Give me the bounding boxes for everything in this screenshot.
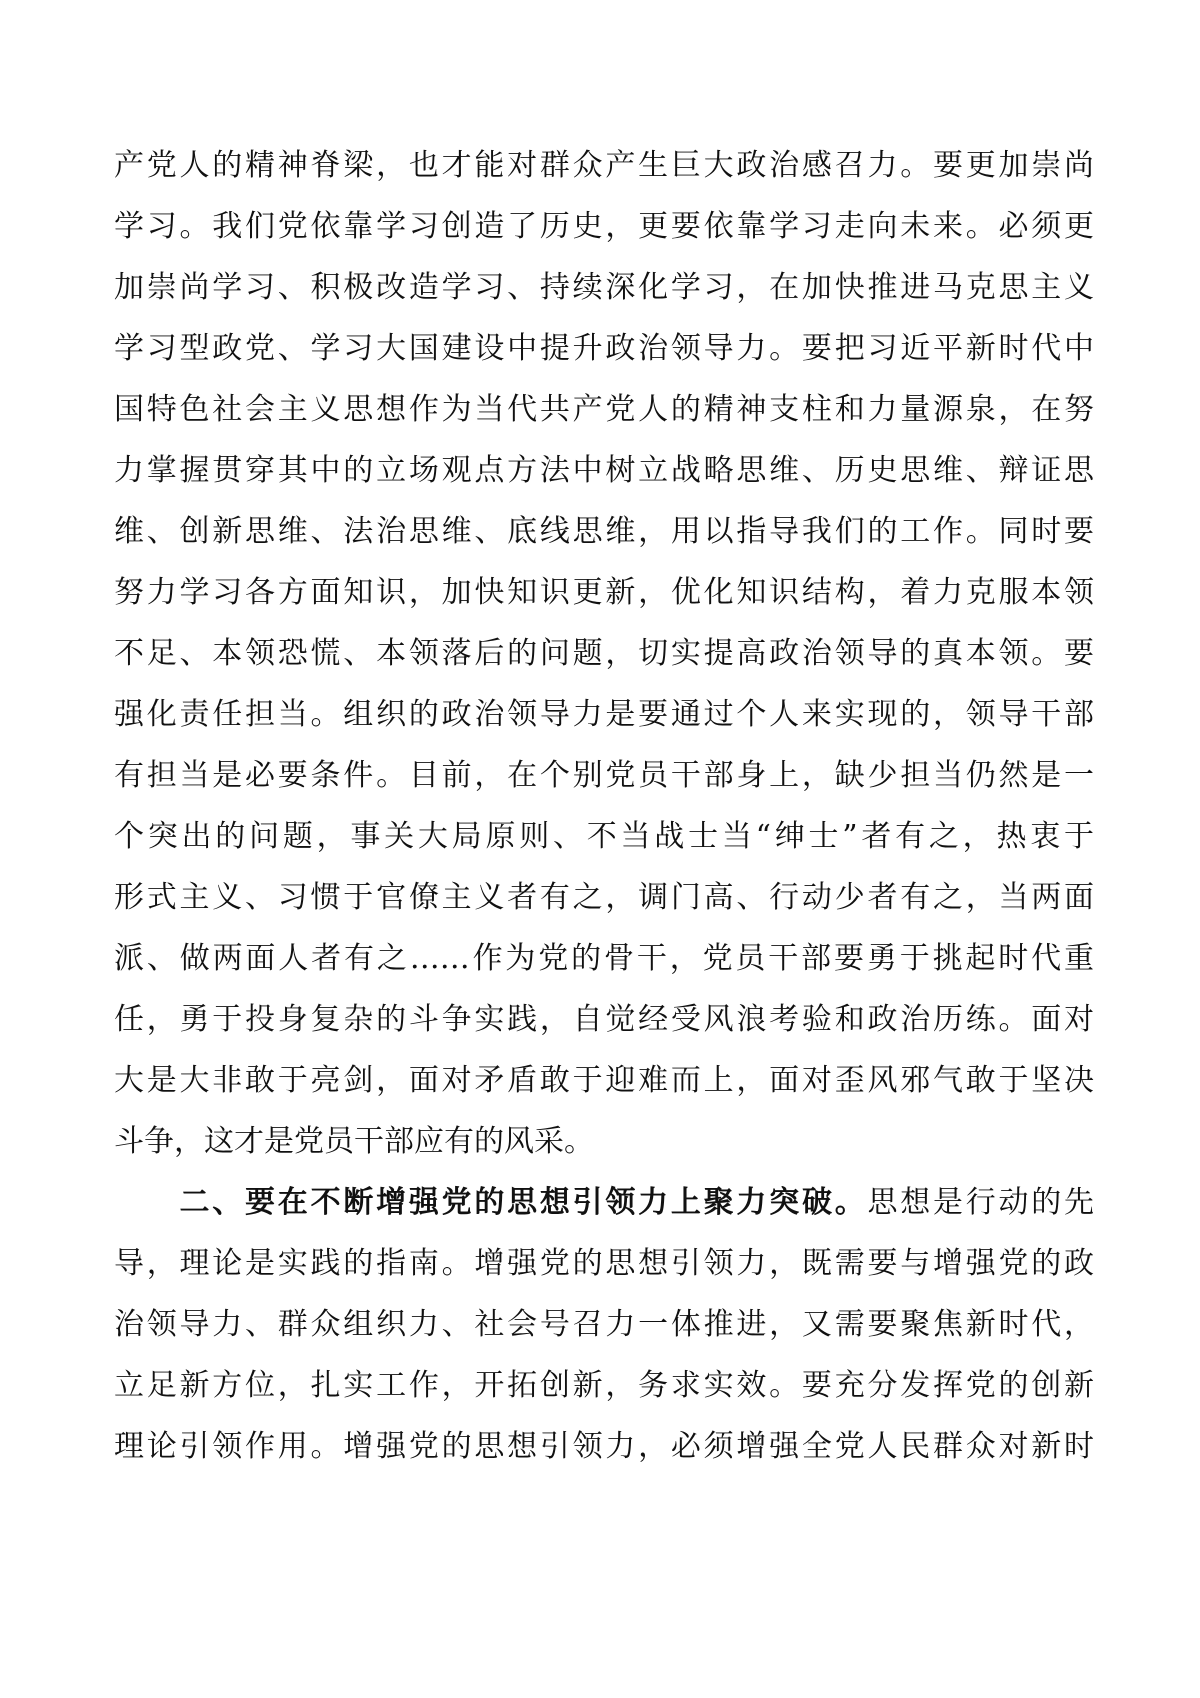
section-heading: 二、要在不断增强党的思想引领力上聚力突破。 [179,1185,868,1220]
paragraph-line: 治领导力、群众组织力、社会号召力一体推进，又需要聚焦新时代， [114,1307,1094,1342]
paragraph-first-line [114,1183,1094,1244]
paragraph-line: 形式主义、习惯于官僚主义者有之，调门高、行动少者有之，当两面 [114,880,1094,915]
paragraph-line: 理论引领作用。增强党的思想引领力，必须增强全党人民群众对新时 [114,1429,1094,1464]
first-line-rest: 思想是行动的先 [867,1185,1094,1220]
paragraph-line: 任，勇于投身复杂的斗争实践，自觉经受风浪考验和政治历练。面对 [114,1002,1094,1037]
paragraph-line: 强化责任担当。组织的政治领导力是要通过个人来实现的，领导干部 [114,697,1094,732]
paragraph-line: 派、做两面人者有之……作为党的骨干，党员干部要勇于挑起时代重 [114,941,1094,976]
paragraph-line: 国特色社会主义思想作为当代共产党人的精神支柱和力量源泉，在努 [114,392,1094,427]
paragraph-line: 不足、本领恐慌、本领落后的问题，切实提高政治领导的真本领。要 [114,636,1094,671]
paragraph-last-line: 斗争，这才是党员干部应有的风采。 [114,1124,594,1159]
paragraph-1 [114,146,1094,1183]
paragraph-line: 导，理论是实践的指南。增强党的思想引领力，既需要与增强党的政 [114,1246,1094,1281]
paragraph-line: 努力学习各方面知识，加快知识更新，优化知识结构，着力克服本领 [114,575,1094,610]
body-text [114,146,1094,1488]
paragraph-line: 力掌握贯穿其中的立场观点方法中树立战略思维、历史思维、辩证思 [114,453,1094,488]
first-line-indent [114,1185,180,1220]
paragraph-line: 维、创新思维、法治思维、底线思维，用以指导我们的工作。同时要 [114,514,1094,549]
paragraph-2 [114,1183,1094,1488]
paragraph-line: 加崇尚学习、积极改造学习、持续深化学习，在加快推进马克思主义 [114,270,1094,305]
paragraph-line: 产党人的精神脊梁，也才能对群众产生巨大政治感召力。要更加崇尚 [114,148,1094,183]
paragraph-line: 学习。我们党依靠学习创造了历史，更要依靠学习走向未来。必须更 [114,209,1094,244]
paragraph-line: 有担当是必要条件。目前，在个别党员干部身上，缺少担当仍然是一 [114,758,1094,793]
paragraph-line: 大是大非敢于亮剑，面对矛盾敢于迎难而上，面对歪风邪气敢于坚决 [114,1063,1094,1098]
paragraph-line: 学习型政党、学习大国建设中提升政治领导力。要把习近平新时代中 [114,331,1094,366]
paragraph-line: 个突出的问题，事关大局原则、不当战士当“绅士”者有之，热衷于 [114,819,1094,854]
paragraph-line: 立足新方位，扎实工作，开拓创新，务求实效。要充分发挥党的创新 [114,1368,1094,1403]
